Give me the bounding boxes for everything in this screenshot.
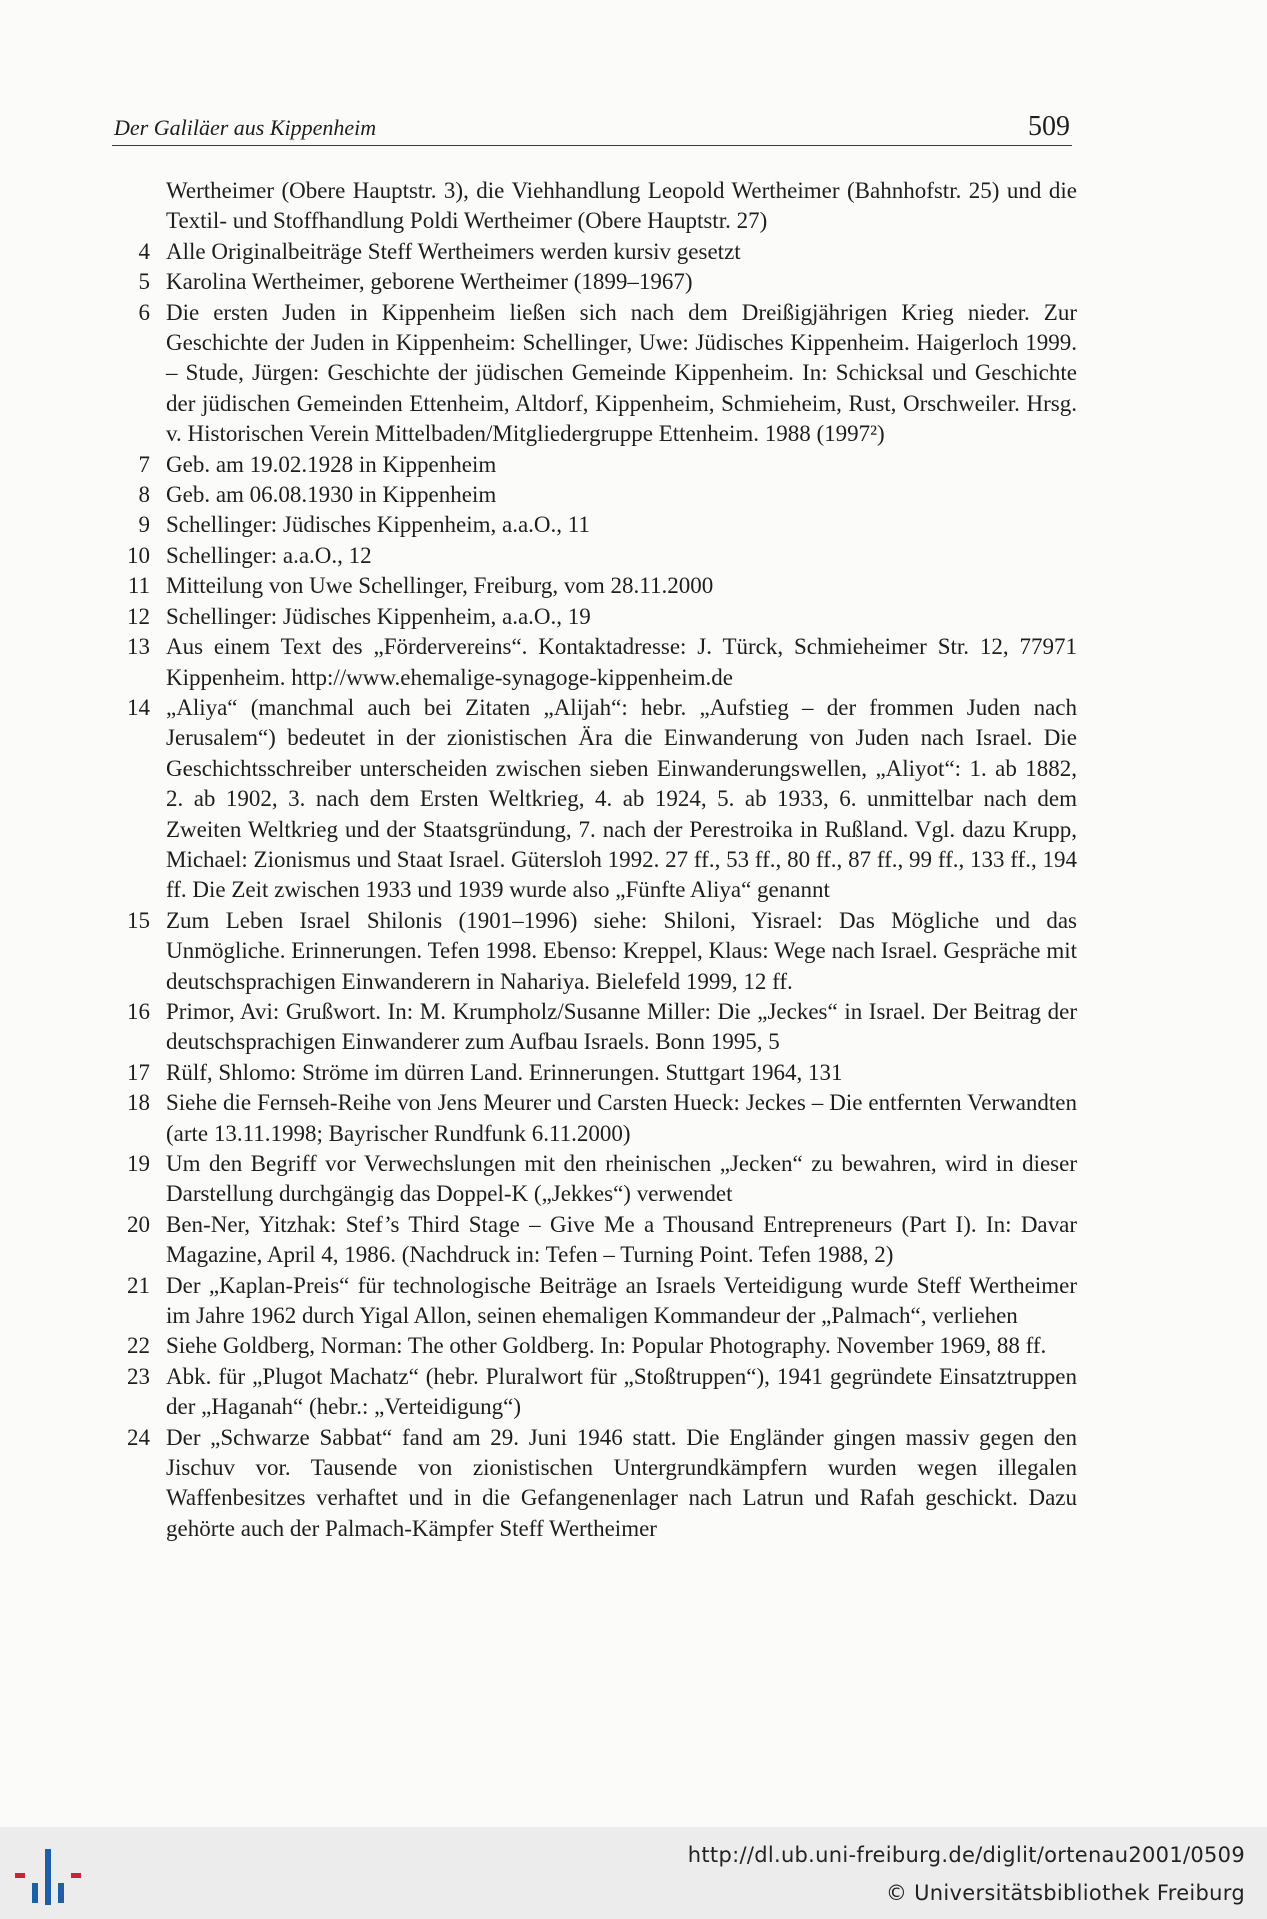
endnote-item bbox=[100, 1058, 1077, 1088]
endnote-text: Schellinger: Jüdisches Kippenheim, a.a.O., 11 bbox=[166, 512, 590, 538]
endnote-text: Aus einem Text des „Fördervereins“. Kontaktadresse: J. Türck, Schmieheimer Str. 12, 77971 Kippenheim. http://www.ehemalige-synagoge-kippenheim.de bbox=[166, 634, 1077, 690]
endnote-number: 17 bbox=[127, 1059, 150, 1085]
endnote-number bbox=[100, 176, 166, 237]
endnote-text: Karolina Wertheimer, geborene Wertheimer (1899–1967) bbox=[166, 269, 693, 295]
endnote-item bbox=[100, 480, 1077, 510]
endnote-text: Siehe Goldberg, Norman: The other Goldberg. In: Popular Photography. November 1969, 88 ff. bbox=[166, 1333, 1047, 1359]
endnote-number: 5 bbox=[138, 269, 150, 295]
endnote-text: Wertheimer (Obere Hauptstr. 3), die Viehhandlung Leopold Wertheimer (Bahnhofstr. 25) und die Textil- und Stoffhandlung Poldi Wertheimer (Obere Hauptstr. 27) bbox=[166, 178, 1077, 234]
endnote-number: 20 bbox=[127, 1211, 150, 1237]
permalink-url[interactable]: http://dl.ub.uni-freiburg.de/diglit/ortenau2001/0509 bbox=[687, 1843, 1245, 1867]
endnote-text: Alle Originalbeiträge Steff Wertheimers werden kursiv gesetzt bbox=[166, 238, 741, 264]
endnote-number: 11 bbox=[127, 573, 150, 599]
endnote-number: 14 bbox=[127, 694, 150, 720]
endnote-number: 24 bbox=[127, 1424, 150, 1450]
running-header bbox=[112, 103, 1072, 146]
endnote-text: Siehe die Fernseh-Reihe von Jens Meurer und Carsten Hueck: Jeckes – Die entfernten Verwandten (arte 13.11.1998; Bayrischer Rundfunk 6.11.2000) bbox=[166, 1090, 1077, 1146]
endnotes-list bbox=[100, 176, 1077, 1544]
endnote-text: Rülf, Shlomo: Ströme im dürren Land. Erinnerungen. Stuttgart 1964, 131 bbox=[166, 1059, 843, 1085]
endnote-number: 21 bbox=[127, 1272, 150, 1298]
endnote-number: 22 bbox=[127, 1333, 150, 1359]
endnote-text: Abk. für „Plugot Machatz“ (hebr. Pluralwort für „Stoßtruppen“), 1941 gegründete Einsatztruppen der „Haganah“ (hebr.: „Verteidigung“) bbox=[166, 1363, 1077, 1420]
endnote-item bbox=[100, 1088, 1077, 1149]
endnote-text: Die ersten Juden in Kippenheim ließen sich nach dem Dreißigjährigen Krieg nieder. Zur Geschichte der Juden in Kippenheim: Schellinger, Uwe: Jüdisches Kippenheim. Haigerloch 1999. – Stude, Jürgen: Geschichte der jüdischen Gemeinde Kippenheim. In: Schicksal und Geschichte der jüdischen Gemeinden Ettenheim, Altdorf, Kippenheim, Schmieheim, Rust, Orschweiler. Hrsg. v. Historischen Verein Mittelbaden/Mitgliedergruppe Ettenheim. 1988 (1997²) bbox=[166, 299, 1077, 447]
endnote-item bbox=[100, 693, 1077, 906]
endnote-item bbox=[100, 571, 1077, 601]
endnote-text: Der „Schwarze Sabbat“ fand am 29. Juni 1946 statt. Die Engländer gingen massiv gegen den Jischuv vor. Tausende von zionistischen Untergrundkämpfern wurden wegen illegalen Waffenbesitzes verhaftet und in die Gefangenenlager nach Latrun und Rafah geschickt. Dazu gehörte auch der Palmach-Kämpfer Steff Wertheimer bbox=[166, 1424, 1077, 1541]
endnote-number: 13 bbox=[127, 634, 150, 660]
endnote-text: „Aliya“ (manchmal auch bei Zitaten „Alijah“: hebr. „Aufstieg – der frommen Juden nach Jerusalem“) bedeutet in der zionistischen Ära die Einwanderung von Juden nach Israel. Die Geschichtsschreiber unterscheiden zwischen sieben Einwanderungswellen, „Aliyot“: 1. ab 1882, 2. ab 1902, 3. nach dem Ersten Weltkrieg, 4. ab 1924, 5. ab 1933, 6. unmittelbar nach dem Zweiten Weltkrieg und der Staatsgründung, 7. nach der Perestroika in Rußland. Vgl. dazu Krupp, Michael: Zionismus und Staat Israel. Gütersloh 1992. 27 ff., 53 ff., 80 ff., 87 ff., 99 ff., 133 ff., 194 ff. Die Zeit zwischen 1933 und 1939 wurde also „Fünfte Aliya“ genannt bbox=[166, 694, 1077, 903]
endnote-item bbox=[100, 298, 1077, 450]
endnote-item bbox=[100, 1210, 1077, 1271]
endnote-item bbox=[100, 510, 1077, 540]
endnote-text: Geb. am 06.08.1930 in Kippenheim bbox=[166, 482, 497, 508]
endnote-number: 15 bbox=[127, 907, 150, 933]
endnote-item bbox=[100, 237, 1077, 267]
endnote-text: Mitteilung von Uwe Schellinger, Freiburg, vom 28.11.2000 bbox=[166, 573, 714, 599]
endnote-text: Um den Begriff vor Verwechslungen mit den rheinischen „Jecken“ zu bewahren, wird in dieser Darstellung durchgängig das Doppel-K („Jekkes“) verwendet bbox=[166, 1151, 1077, 1207]
endnote-item bbox=[100, 906, 1077, 997]
endnote-item bbox=[100, 997, 1077, 1058]
endnote-item bbox=[100, 1362, 1077, 1423]
endnote-item bbox=[100, 541, 1077, 571]
endnote-item bbox=[100, 267, 1077, 297]
endnote-number: 10 bbox=[127, 542, 150, 568]
endnote-number: 8 bbox=[138, 482, 150, 508]
endnote-number: 4 bbox=[138, 238, 150, 264]
endnote-number: 7 bbox=[138, 451, 150, 477]
ub-freiburg-logo-icon bbox=[14, 1845, 84, 1909]
endnote-item bbox=[100, 176, 1077, 237]
copyright-notice: © Universitätsbibliothek Freiburg bbox=[885, 1881, 1245, 1905]
endnote-item bbox=[100, 1271, 1077, 1332]
endnote-number: 16 bbox=[127, 998, 150, 1024]
library-footer bbox=[0, 1827, 1267, 1919]
endnote-text: Schellinger: Jüdisches Kippenheim, a.a.O., 19 bbox=[166, 603, 591, 629]
endnote-text: Schellinger: a.a.O., 12 bbox=[166, 542, 372, 568]
page-number: 509 bbox=[1028, 111, 1070, 142]
endnote-number: 9 bbox=[138, 512, 150, 538]
endnote-text: Geb. am 19.02.1928 in Kippenheim bbox=[166, 451, 497, 477]
endnote-text: Zum Leben Israel Shilonis (1901–1996) siehe: Shiloni, Yisrael: Das Mögliche und das Unmögliche. Erinnerungen. Tefen 1998. Ebenso: Kreppel, Klaus: Wege nach Israel. Gespräche mit deutschsprachigen Einwanderern in Nahariya. Bielefeld 1999, 12 ff. bbox=[166, 907, 1077, 994]
endnote-item bbox=[100, 1423, 1077, 1545]
endnote-item bbox=[100, 450, 1077, 480]
endnote-number: 23 bbox=[127, 1363, 150, 1389]
endnote-item bbox=[100, 632, 1077, 693]
endnote-text: Primor, Avi: Grußwort. In: M. Krumpholz/Susanne Miller: Die „Jeckes“ in Israel. Der Beitrag der deutschsprachigen Einwanderer zum Aufbau Israels. Bonn 1995, 5 bbox=[166, 998, 1077, 1055]
endnote-number: 12 bbox=[127, 603, 150, 629]
endnote-item bbox=[100, 1149, 1077, 1210]
endnote-item bbox=[100, 602, 1077, 632]
endnote-number: 19 bbox=[127, 1151, 150, 1176]
endnote-number: 6 bbox=[138, 299, 150, 325]
endnote-number: 18 bbox=[127, 1090, 150, 1116]
endnote-item bbox=[100, 1331, 1077, 1361]
running-title: Der Galiläer aus Kippenheim bbox=[114, 115, 377, 140]
endnote-text: Der „Kaplan-Preis“ für technologische Beiträge an Israels Verteidigung wurde Steff Wertheimer im Jahre 1962 durch Yigal Allon, seinen ehemaligen Kommandeur der „Palmach“, verliehen bbox=[166, 1272, 1077, 1329]
endnote-text: Ben-Ner, Yitzhak: Stef’s Third Stage – Give Me a Thousand Entrepreneurs (Part I). In: Davar Magazine, April 4, 1986. (Nachdruck in: Tefen – Turning Point. Tefen 1988, 2) bbox=[166, 1211, 1077, 1268]
